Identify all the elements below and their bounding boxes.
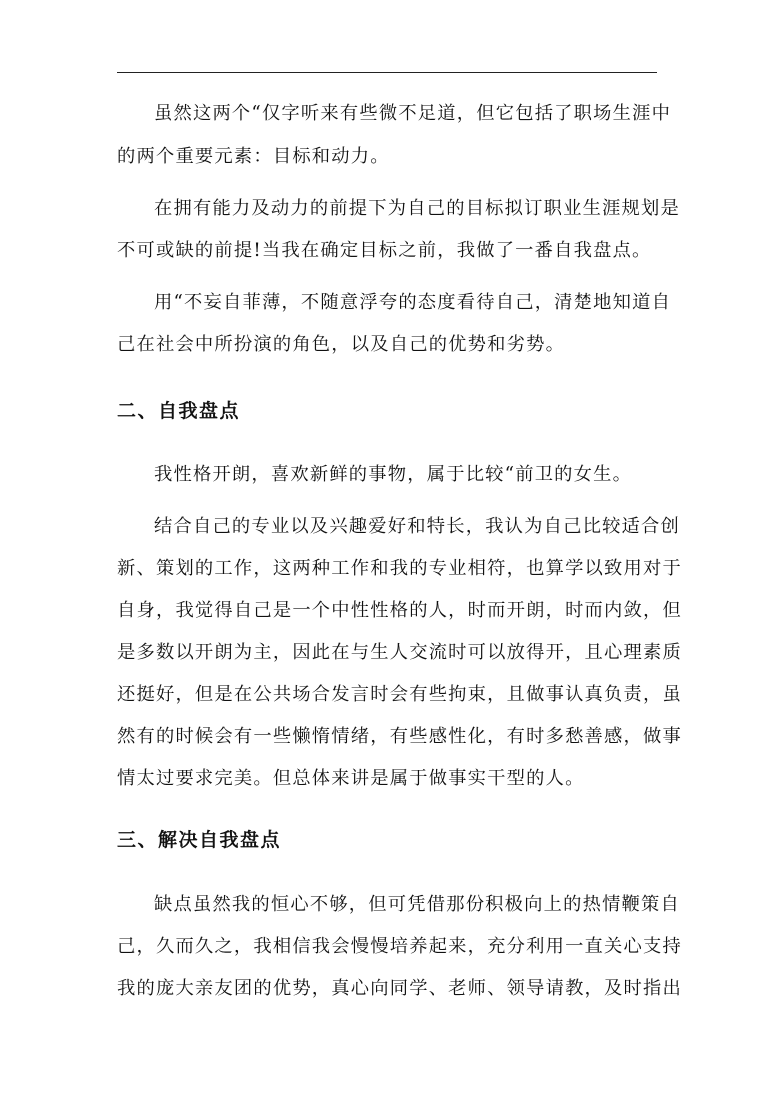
section2-paragraph-2-line-6: 然有的时候会有一些懒惰情绪，有些感性化，有时多愁善感，做事 bbox=[117, 726, 682, 747]
section2-paragraph-2-line-2: 新、策划的工作，这两种工作和我的专业相符，也算学以致用对于 bbox=[117, 558, 682, 579]
section2-paragraph-2-line-7: 情太过要求完美。但总体来讲是属于做事实干型的人。 bbox=[117, 768, 585, 789]
paragraph-1-line-1: 虽然这两个“仅字听来有些微不足道，但它包括了职场生涯中 bbox=[154, 103, 672, 124]
paragraph-2-line-2: 不可或缺的前提!当我在确定目标之前，我做了一番自我盘点。 bbox=[117, 240, 652, 261]
paragraph-2-line-1: 在拥有能力及动力的前提下为自己的目标拟订职业生涯规划是 bbox=[154, 198, 680, 219]
header-rule bbox=[117, 72, 657, 73]
section-heading-self-inventory: 二、自我盘点 bbox=[117, 400, 241, 422]
paragraph-3-line-1: 用“不妄自菲薄，不随意浮夸的态度看待自己，清楚地知道自 bbox=[154, 292, 672, 313]
section2-paragraph-2-line-1: 结合自己的专业以及兴趣爱好和特长，我认为自己比较适合创 bbox=[154, 516, 680, 537]
paragraph-3-line-2: 己在社会中所扮演的角色，以及自己的优势和劣势。 bbox=[117, 334, 566, 355]
section3-paragraph-1-line-1: 缺点虽然我的恒心不够，但可凭借那份积极向上的热情鞭策自 bbox=[154, 894, 680, 915]
section-heading-resolve-self-inventory: 三、解决自我盘点 bbox=[117, 829, 282, 851]
section2-paragraph-1-line-1: 我性格开朗，喜欢新鲜的事物，属于比较“前卫的女生。 bbox=[154, 464, 633, 485]
section2-paragraph-2-line-3: 自身，我觉得自己是一个中性性格的人，时而开朗，时而内敛，但 bbox=[117, 600, 682, 621]
section2-paragraph-2-line-5: 还挺好，但是在公共场合发言时会有些拘束，且做事认真负责，虽 bbox=[117, 684, 682, 705]
section2-paragraph-2-line-4: 是多数以开朗为主，因此在与生人交流时可以放得开，且心理素质 bbox=[117, 642, 682, 663]
section3-paragraph-1-line-3: 我的庞大亲友团的优势，真心向同学、老师、领导请教，及时指出 bbox=[117, 978, 682, 999]
paragraph-1-line-2: 的两个重要元素：目标和动力。 bbox=[117, 146, 390, 167]
section3-paragraph-1-line-2: 己，久而久之，我相信我会慢慢培养起来，充分利用一直关心支持 bbox=[117, 936, 682, 957]
